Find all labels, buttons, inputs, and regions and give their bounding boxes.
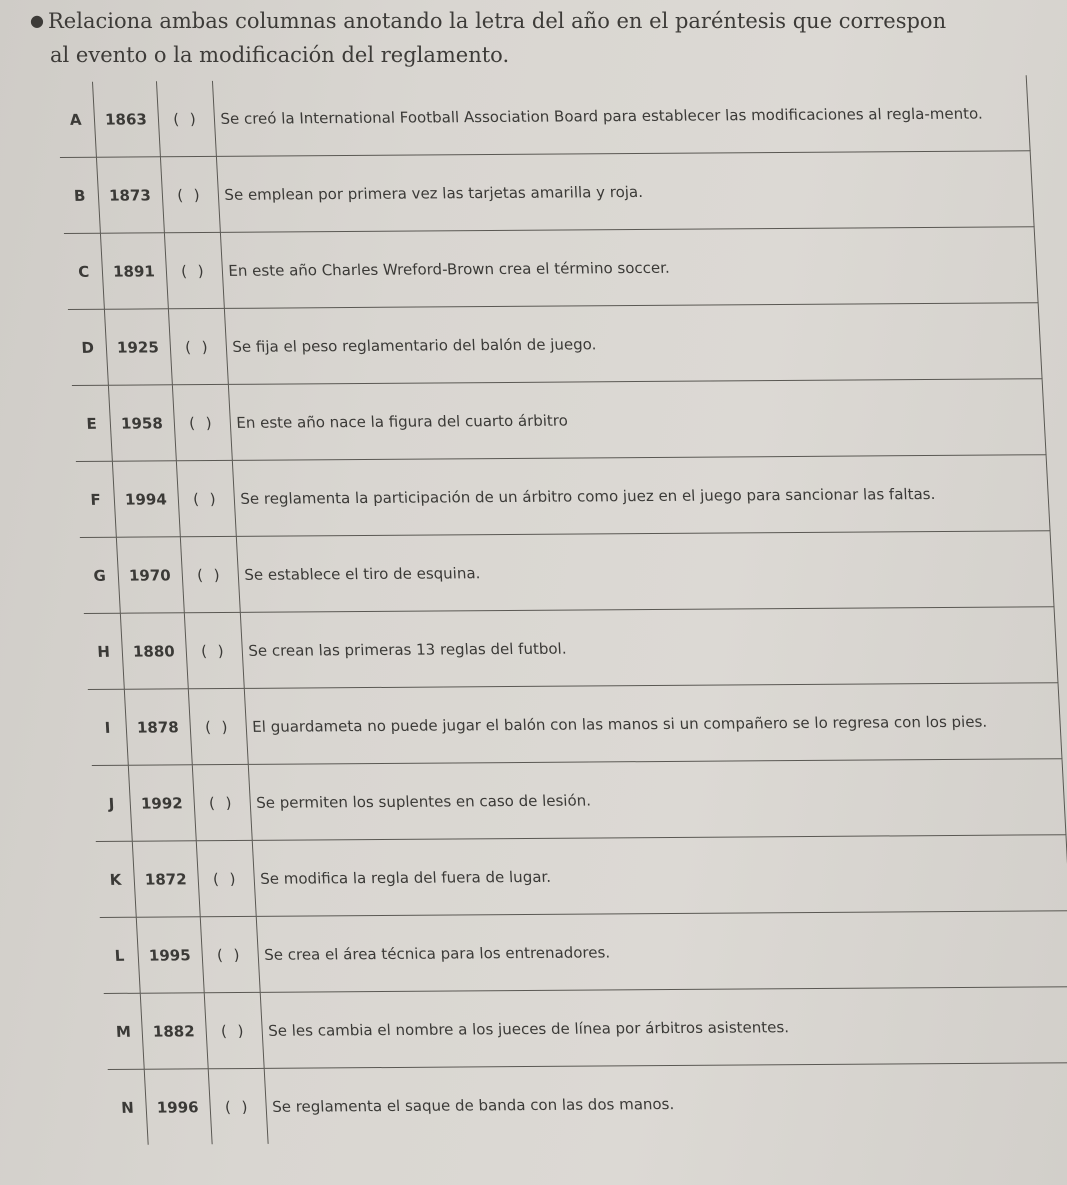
row-description: Se modifica la regla del fuera de lugar. bbox=[252, 835, 1067, 917]
row-letter: L bbox=[100, 917, 140, 993]
row-year: 1878 bbox=[124, 689, 192, 765]
row-description: Se establece el tiro de esquina. bbox=[236, 531, 1054, 613]
table-row bbox=[56, 75, 1030, 157]
row-description: Se emplean por primera vez las tarjetas amarilla y roja. bbox=[216, 151, 1034, 233]
row-description: Se reglamenta la participación de un árbitro como juez en el juego para sancionar las faltas. bbox=[232, 455, 1050, 537]
instructions-line-1: Relaciona ambas columnas anotando la letra del año en el paréntesis que correspon bbox=[48, 9, 947, 33]
row-year: 1992 bbox=[128, 765, 196, 841]
row-letter: H bbox=[84, 613, 124, 689]
row-description: Se crea el área técnica para los entrenadores. bbox=[256, 911, 1067, 993]
answer-blank[interactable]: ( ) bbox=[208, 1068, 268, 1144]
row-letter: A bbox=[56, 82, 96, 158]
row-description: Se les cambia el nombre a los jueces de línea por árbitros asistentes. bbox=[260, 987, 1067, 1069]
row-letter: D bbox=[68, 309, 108, 385]
table-row bbox=[108, 1063, 1067, 1145]
row-description: El guardameta no puede jugar el balón con las manos si un compañero se lo regresa con los pies. bbox=[244, 683, 1062, 765]
row-year: 1880 bbox=[120, 613, 188, 689]
table-row bbox=[104, 987, 1067, 1070]
row-letter: F bbox=[76, 461, 116, 537]
row-description: Se fija el peso reglamentario del balón de juego. bbox=[224, 303, 1042, 385]
row-year: 1872 bbox=[132, 841, 200, 917]
row-description: En este año nace la figura del cuarto árbitro bbox=[228, 379, 1046, 461]
answer-blank[interactable]: ( ) bbox=[164, 232, 224, 308]
answer-blank[interactable]: ( ) bbox=[172, 384, 232, 460]
row-year: 1994 bbox=[112, 461, 180, 537]
answer-blank[interactable]: ( ) bbox=[176, 460, 236, 536]
row-year: 1882 bbox=[140, 993, 208, 1069]
row-letter: G bbox=[80, 537, 120, 613]
table-row bbox=[72, 379, 1046, 462]
row-letter: M bbox=[104, 993, 144, 1069]
table-row bbox=[80, 531, 1054, 614]
row-year: 1958 bbox=[108, 385, 176, 461]
row-year: 1996 bbox=[144, 1069, 212, 1145]
bullet-icon: ● bbox=[30, 11, 44, 30]
row-description: Se crean las primeras 13 reglas del futbol. bbox=[240, 607, 1058, 689]
row-year: 1863 bbox=[92, 81, 160, 157]
answer-blank[interactable]: ( ) bbox=[168, 308, 228, 384]
row-year: 1891 bbox=[100, 233, 168, 309]
instructions-line-2: al evento o la modificación del reglamento. bbox=[50, 43, 510, 67]
answer-blank[interactable]: ( ) bbox=[180, 536, 240, 612]
answer-blank[interactable]: ( ) bbox=[204, 992, 264, 1068]
table-row bbox=[100, 911, 1067, 994]
row-letter: B bbox=[60, 157, 100, 233]
row-description: Se reglamenta el saque de banda con las dos manos. bbox=[264, 1063, 1067, 1144]
matching-table bbox=[56, 75, 1067, 1145]
answer-blank[interactable]: ( ) bbox=[184, 612, 244, 688]
row-letter: I bbox=[88, 689, 128, 765]
table-row bbox=[92, 759, 1066, 842]
row-year: 1995 bbox=[136, 917, 204, 993]
table-row bbox=[60, 151, 1034, 234]
answer-blank[interactable]: ( ) bbox=[156, 81, 216, 157]
table-row bbox=[84, 607, 1058, 690]
matching-table-body bbox=[56, 75, 1067, 1145]
row-year: 1970 bbox=[116, 537, 184, 613]
row-letter: E bbox=[72, 385, 112, 461]
row-year: 1873 bbox=[96, 157, 164, 233]
matching-table-wrapper bbox=[56, 75, 1067, 1185]
row-letter: C bbox=[64, 233, 104, 309]
row-description: Se creó la International Football Association Board para establecer las modificaciones al regla-mento. bbox=[212, 75, 1030, 156]
table-row bbox=[64, 227, 1038, 310]
instructions bbox=[30, 4, 1060, 72]
answer-blank[interactable]: ( ) bbox=[188, 688, 248, 764]
answer-blank[interactable]: ( ) bbox=[160, 156, 220, 232]
answer-blank[interactable]: ( ) bbox=[192, 764, 252, 840]
row-description: Se permiten los suplentes en caso de lesión. bbox=[248, 759, 1066, 841]
row-description: En este año Charles Wreford-Brown crea el término soccer. bbox=[220, 227, 1038, 309]
row-letter: J bbox=[92, 765, 132, 841]
answer-blank[interactable]: ( ) bbox=[200, 916, 260, 992]
table-row bbox=[96, 835, 1067, 918]
row-letter: K bbox=[96, 841, 136, 917]
table-row bbox=[88, 683, 1062, 766]
table-row bbox=[76, 455, 1050, 538]
row-year: 1925 bbox=[104, 309, 172, 385]
table-row bbox=[68, 303, 1042, 386]
answer-blank[interactable]: ( ) bbox=[196, 840, 256, 916]
row-letter: N bbox=[108, 1069, 148, 1145]
